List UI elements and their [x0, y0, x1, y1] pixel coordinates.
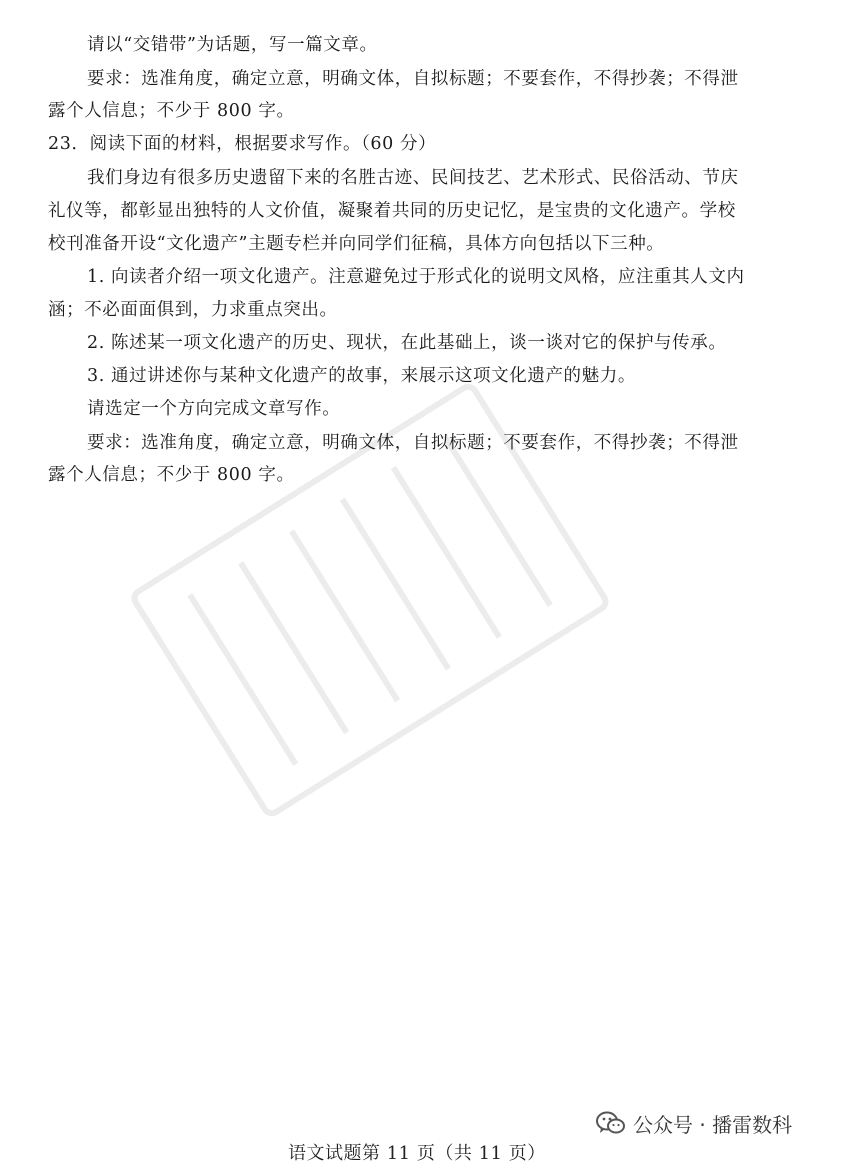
material-line-3: 校刊准备开设“文化遗产”主题专栏并向同学们征稿，具体方向包括以下三种。 — [48, 234, 665, 254]
watermark-graphic — [90, 300, 650, 900]
material-line-1: 我们身边有很多历史遗留下来的名胜古迹、民间技艺、艺术形式、民俗活动、节庆 — [87, 168, 739, 188]
wechat-icon — [596, 1110, 626, 1136]
instruction: 请选定一个方向完成文章写作。 — [87, 399, 341, 419]
requirement-line-1: 要求：选准角度，确定立意，明确文体，自拟标题；不要套作，不得抄袭；不得泄 — [87, 433, 739, 453]
page-number-label: 语文试题第 11 页（共 11 页） — [288, 1143, 546, 1164]
option-2: 2. 陈述某一项文化遗产的历史、现状，在此基础上，谈一谈对它的保护与传承。 — [87, 333, 727, 353]
question-23-heading: 23．阅读下面的材料，根据要求写作。（60 分） — [48, 134, 437, 154]
option-1-line-2: 涵；不必面面俱到，力求重点突出。 — [48, 300, 338, 320]
brand-text: 公众号 · 播雷数科 — [633, 1112, 793, 1137]
prev-topic-prompt: 请以“交错带”为话题，写一篇文章。 — [87, 35, 378, 55]
option-1-line-1: 1. 向读者介绍一项文化遗产。注意避免过于形式化的说明文风格，应注重其人文内 — [87, 267, 745, 287]
requirement-line-2: 露个人信息；不少于 800 字。 — [48, 465, 295, 485]
material-line-2: 礼仪等，都彰显出独特的人文价值，凝聚着共同的历史记忆，是宝贵的文化遗产。学校 — [48, 201, 736, 221]
option-3: 3. 通过讲述你与某种文化遗产的故事，来展示这项文化遗产的魅力。 — [87, 366, 636, 386]
prev-requirement-line-1: 要求：选准角度，确定立意，明确文体，自拟标题；不要套作，不得抄袭；不得泄 — [87, 69, 739, 89]
prev-requirement-line-2: 露个人信息；不少于 800 字。 — [48, 101, 295, 121]
footer-brand — [596, 1106, 792, 1140]
